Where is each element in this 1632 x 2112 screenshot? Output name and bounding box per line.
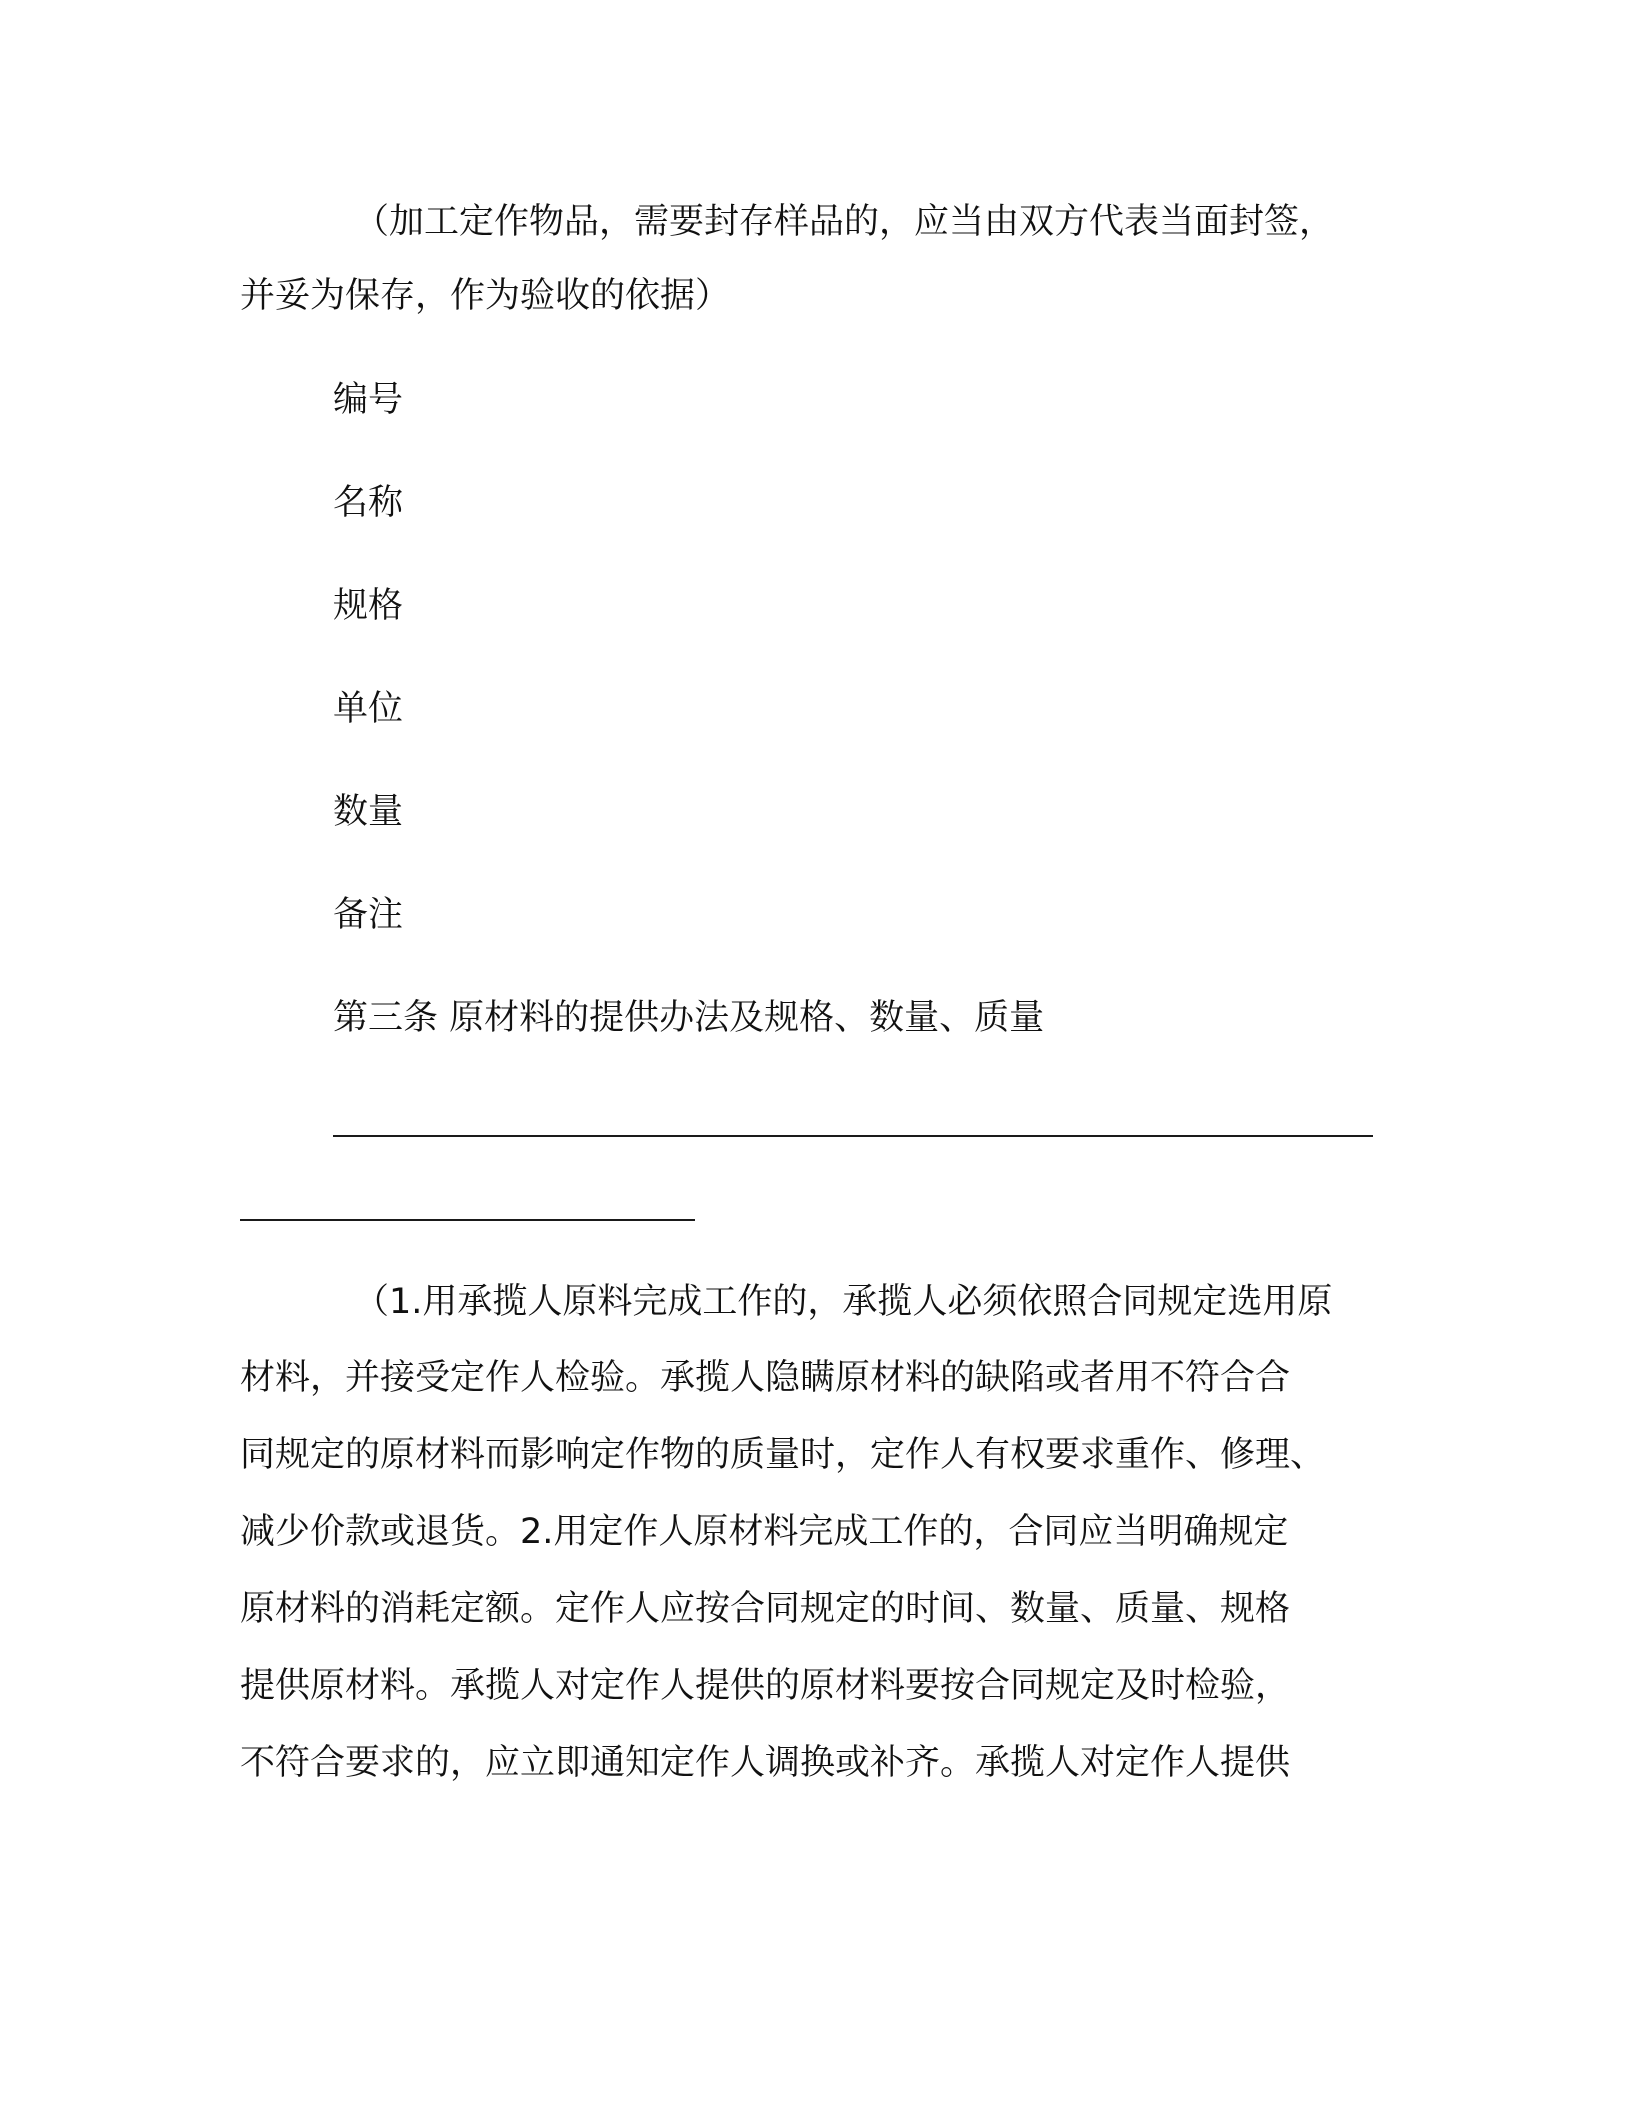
- fill-in-blank-line-2: [240, 1219, 695, 1221]
- field-label-number: 编号: [333, 380, 404, 420]
- field-label-spec: 规格: [333, 586, 404, 626]
- fill-in-blank-line-1: [333, 1135, 1373, 1137]
- body-paragraph-line-3: 同规定的原材料而影响定作物的质量时，定作人有权要求重作、修理、: [240, 1435, 1326, 1475]
- article-heading: 第三条 原材料的提供办法及规格、数量、质量: [333, 998, 1045, 1038]
- body-paragraph-line-6: 提供原材料。承揽人对定作人提供的原材料要按合同规定及时检验，: [240, 1666, 1291, 1706]
- field-label-remarks: 备注: [333, 895, 404, 935]
- note-paragraph-line-2: 并妥为保存，作为验收的依据）: [240, 276, 731, 316]
- body-paragraph-line-2: 材料，并接受定作人检验。承揽人隐瞒原材料的缺陷或者用不符合合: [240, 1358, 1291, 1398]
- field-label-quantity: 数量: [333, 792, 404, 832]
- field-label-name: 名称: [333, 483, 404, 523]
- body-paragraph-line-7: 不符合要求的，应立即通知定作人调换或补齐。承揽人对定作人提供: [240, 1743, 1291, 1783]
- body-paragraph-line-4: 减少价款或退货。2.用定作人原材料完成工作的，合同应当明确规定: [240, 1512, 1289, 1552]
- body-paragraph-line-1: （1.用承揽人原料完成工作的，承揽人必须依照合同规定选用原: [354, 1282, 1333, 1322]
- field-label-unit: 单位: [333, 689, 404, 729]
- body-paragraph-line-5: 原材料的消耗定额。定作人应按合同规定的时间、数量、质量、规格: [240, 1589, 1291, 1629]
- note-paragraph-line-1: （加工定作物品，需要封存样品的，应当由双方代表当面封签，: [354, 202, 1335, 242]
